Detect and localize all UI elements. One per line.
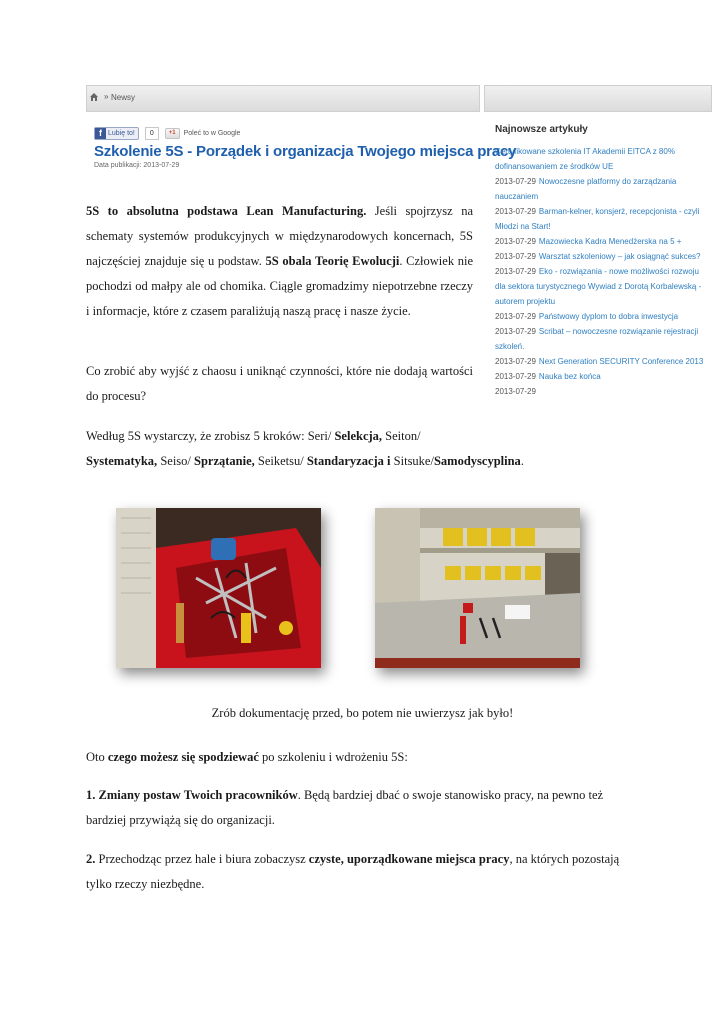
intro-paragraph xyxy=(86,199,473,324)
google-plus-icon: +1 xyxy=(165,128,180,139)
article-date: 2013-07-29 xyxy=(495,357,536,366)
article-link[interactable]: Certyfikowane szkolenia IT Akademii EITCA z 80% dofinansowaniem ze środków UE xyxy=(495,147,675,171)
intro-text-1: Jeśli spojrzysz na schematy systemów produkcyjnych w międzynarodowych koncernach, 5S najczęściej znajduje się u podstaw. xyxy=(86,204,473,268)
publication-date: Data publikacji: 2013-07-29 xyxy=(94,162,180,169)
latest-article-item xyxy=(495,369,707,384)
steps-text-2: Seiton/ xyxy=(382,429,421,443)
steps-standaryzacja: Standaryzacja i xyxy=(306,454,391,468)
latest-articles-list xyxy=(495,144,707,399)
article-link[interactable]: Next Generation SECURITY Conference 2013 xyxy=(538,357,704,366)
article-link[interactable]: Nowoczesne platformy do zarządzania nauczaniem xyxy=(495,177,677,201)
google-plus-label: Poleć to w Google xyxy=(183,129,241,137)
latest-article-item xyxy=(495,144,707,174)
breadcrumb-separator: » xyxy=(104,92,109,101)
latest-article-item xyxy=(495,174,707,204)
intro-bold-1: 5S to absolutna podstawa Lean Manufacturing. xyxy=(86,204,367,218)
latest-articles-sidebar xyxy=(495,124,707,399)
article-link[interactable]: Barman-kelner, konsjerż, recepcjonista - czyli Młodzi na Start! xyxy=(495,207,700,231)
latest-article-item xyxy=(495,324,707,354)
steps-text-4: Seiketsu/ xyxy=(254,454,307,468)
steps-text-6: . xyxy=(520,454,524,468)
article-link[interactable]: Nauka bez końca xyxy=(538,372,601,381)
article-link[interactable]: Scribat – nowoczesne rozwiązanie rejestracji szkoleń. xyxy=(495,327,699,351)
benefit-2-title: czyste, uporządkowane miejsca pracy xyxy=(308,852,510,866)
home-icon[interactable] xyxy=(89,92,99,102)
breadcrumb xyxy=(86,85,480,112)
intro-bold-2: 5S obala Teorię Ewolucji xyxy=(265,254,400,268)
article-date: 2013-07-29 xyxy=(495,327,536,336)
question-paragraph: Co zrobić aby wyjść z chaosu i uniknąć czynności, które nie dodają wartości do procesu? xyxy=(86,364,473,403)
latest-article-item xyxy=(495,384,707,399)
article-link[interactable]: Warsztat szkoleniowy – jak osiągnąć sukces? xyxy=(538,252,701,261)
social-buttons xyxy=(94,126,240,140)
steps-systematyka: Systematyka, xyxy=(86,454,158,468)
expectations-intro xyxy=(86,745,646,770)
breadcrumb-item-newsy[interactable]: Newsy xyxy=(111,93,136,102)
article-title: Szkolenie 5S - Porządek i organizacja Twojego miejsca pracy xyxy=(94,143,517,160)
benefit-1-title: 1. Zmiany postaw Twoich pracowników xyxy=(86,788,298,802)
benefit-2-text-2: , na których pozostają tylko rzeczy niezbędne. xyxy=(86,852,620,891)
like-count: 0 xyxy=(145,127,159,140)
expectations-bold: czego możesz się spodziewać xyxy=(107,750,259,764)
steps-sprzatanie: Sprzątanie, xyxy=(194,454,255,468)
article-date: 2013-07-29 xyxy=(495,177,536,186)
article-link[interactable]: Państwowy dyplom to dobra inwestycja xyxy=(538,312,679,321)
intro-text-2: . Człowiek nie pochodzi od małpy ale od chomika. Ciągle gromadzimy niepotrzebne rzeczy i informacje, które z czasem paraliżują naszą pracę i nasze życie. xyxy=(86,254,473,318)
like-label: Lubię to! xyxy=(108,129,135,137)
latest-article-item xyxy=(495,249,707,264)
sidebar-heading: Najnowsze artykuły xyxy=(495,124,588,135)
facebook-like-icon: f xyxy=(95,128,106,139)
workbench-photo xyxy=(375,508,580,668)
benefit-1-text: . Będą bardziej dbać o swoje stanowisko pracy, na pewno też bardziej przywiążą się do organizacji. xyxy=(86,788,604,827)
benefit-2-number: 2. xyxy=(86,852,96,866)
latest-article-item xyxy=(495,234,707,249)
steps-samodyscyplina: Samodyscyplina xyxy=(433,454,521,468)
benefit-2 xyxy=(86,847,646,897)
latest-article-item xyxy=(495,354,707,369)
steps-text-1: Według 5S wystarczy, że zrobisz 5 kroków: Seri/ xyxy=(86,429,335,443)
article-link[interactable]: Eko - rozwiązania - nowe możliwości rozwoju dla sektora turystycznego Wywiad z Dorotą Korbalewską - autorem projektu xyxy=(495,267,702,306)
facebook-like-button[interactable] xyxy=(94,127,139,140)
expectations-text-2: po szkoleniu i wdrożeniu 5S: xyxy=(258,750,408,764)
steps-paragraph xyxy=(86,424,556,474)
article-date: 2013-07-29 xyxy=(495,252,536,261)
steps-text-3: Seiso/ xyxy=(157,454,194,468)
latest-article-item xyxy=(495,264,707,309)
benefit-1 xyxy=(86,783,646,833)
steps-selekcja: Selekcja, xyxy=(334,429,383,443)
article-date: 2013-07-29 xyxy=(495,387,536,396)
article-link[interactable]: Mazowiecka Kadra Menedżerska na 5 + xyxy=(538,237,682,246)
article-date: 2013-07-29 xyxy=(495,267,536,276)
article-date: 2013-07-29 xyxy=(495,372,536,381)
latest-article-item xyxy=(495,204,707,234)
google-plus-button[interactable] xyxy=(165,128,241,139)
article-date: 2013-07-29 xyxy=(495,207,536,216)
expectations-text-1: Oto xyxy=(86,750,108,764)
toolbox-photo xyxy=(116,508,321,668)
sidebar-header-bar xyxy=(484,85,712,112)
photo-caption: Zrób dokumentację przed, bo potem nie uwierzysz jak było! xyxy=(211,706,514,720)
article-date: 2013-07-29 xyxy=(495,312,536,321)
steps-text-5: Sitsuke/ xyxy=(390,454,434,468)
latest-article-item xyxy=(495,309,707,324)
article-date: 2013-07-29 xyxy=(495,237,536,246)
benefit-2-text-1: Przechodząc przez hale i biura zobaczysz xyxy=(95,852,309,866)
